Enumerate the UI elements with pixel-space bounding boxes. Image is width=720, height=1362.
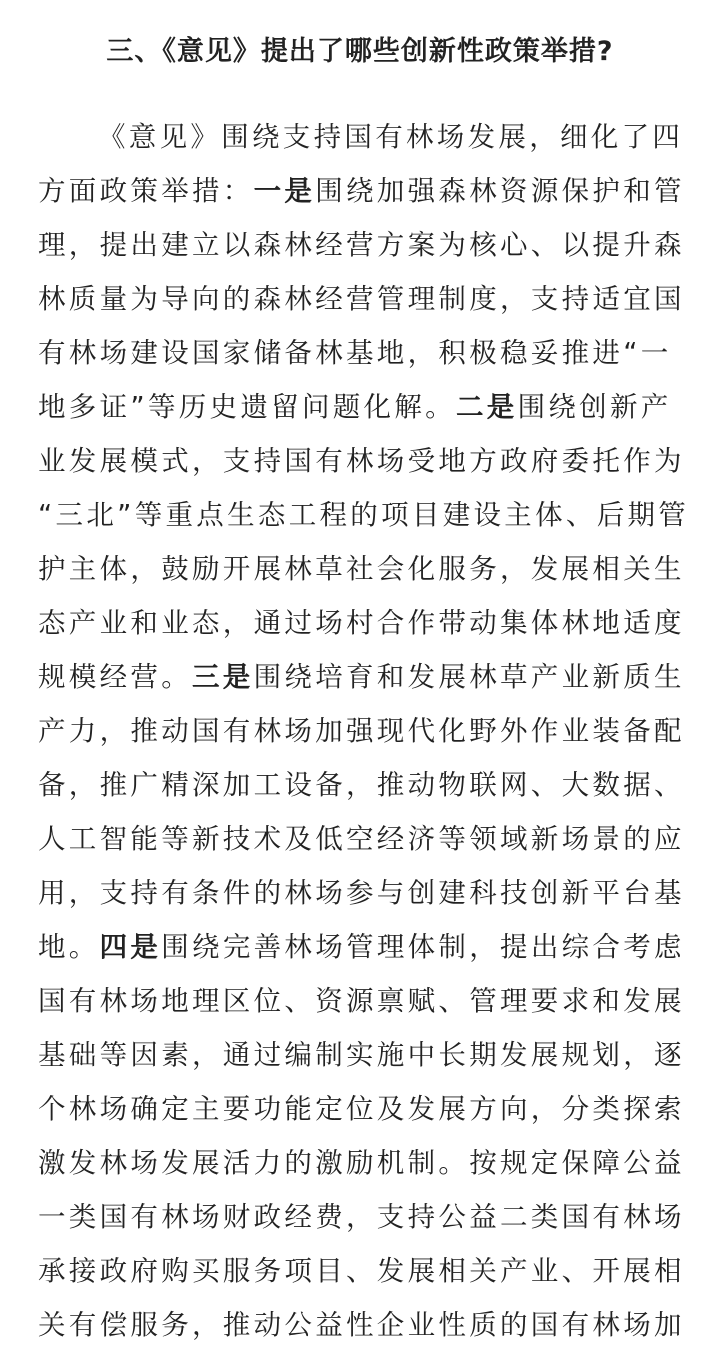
text-segment: 用，支持有条件的林场参与创建科技创新平台基 [38, 877, 685, 909]
text-segment: 业发展模式，支持国有林场受地方政府委托作为 [38, 445, 685, 477]
text-line [38, 326, 686, 380]
text-line [38, 434, 686, 488]
text-segment: 人工智能等新技术及低空经济等领域新场景的应 [38, 823, 685, 855]
text-segment: 关有偿服务，推动公益性企业性质的国有林场加 [38, 1309, 685, 1341]
keyword-marker: 二是 [455, 391, 518, 423]
text-segment: 围绕完善林场管理体制，提出综合考虑 [161, 931, 685, 963]
text-line [38, 596, 686, 650]
text-line [38, 704, 686, 758]
text-segment: 理，提出建立以森林经营方案为核心、以提升森 [38, 229, 685, 261]
text-line [38, 1136, 686, 1190]
text-segment: 有林场建设国家储备林基地，积极稳妥推进“一 [38, 337, 672, 369]
text-line [38, 974, 686, 1028]
text-line [38, 650, 686, 704]
text-segment: 备，推广精深加工设备，推动物联网、大数据、 [38, 769, 685, 801]
text-segment: 规模经营。 [38, 661, 192, 693]
text-line [38, 542, 686, 596]
text-line [38, 1082, 686, 1136]
text-segment: 《意见》围绕支持国有林场发展，细化了四 [98, 121, 684, 153]
text-segment: 一类国有林场财政经费，支持公益二类国有林场 [38, 1201, 685, 1233]
text-segment: 围绕培育和发展林草产业新质生 [253, 661, 685, 693]
text-segment: 方面政策举措： [38, 175, 254, 207]
text-segment: 产力，推动国有林场加强现代化野外作业装备配 [38, 715, 685, 747]
text-segment: 基础等因素，通过编制实施中长期发展规划，逐 [38, 1039, 685, 1071]
text-segment: 围绕创新产 [517, 391, 672, 423]
text-segment: 地。 [38, 931, 100, 963]
text-segment: 林质量为导向的森林经营管理制度，支持适宜国 [38, 283, 685, 315]
text-line [38, 1244, 686, 1298]
text-line [38, 866, 686, 920]
keyword-marker: 四是 [99, 931, 162, 963]
text-line [38, 380, 686, 434]
text-line [38, 164, 686, 218]
text-segment: 围绕加强森林资源保护和管 [315, 175, 685, 207]
text-line [38, 110, 686, 164]
keyword-marker: 一是 [253, 175, 316, 207]
text-segment: 承接政府购买服务项目、发展相关产业、开展相 [38, 1255, 685, 1287]
keyword-marker: 三是 [192, 661, 254, 693]
text-segment: 个林场确定主要功能定位及发展方向，分类探索 [38, 1093, 685, 1125]
text-segment: “三北”等重点生态工程的项目建设主体、后期管 [38, 499, 690, 531]
text-segment: 国有林场地理区位、资源禀赋、管理要求和发展 [38, 985, 685, 1017]
text-line [38, 920, 686, 974]
text-line [38, 272, 686, 326]
text-line [38, 1298, 686, 1352]
text-line [38, 1190, 686, 1244]
section-heading: 三、《意见》提出了哪些创新性政策举措? [106, 36, 614, 67]
text-line [38, 812, 686, 866]
text-line [38, 758, 686, 812]
text-line [38, 1028, 686, 1082]
text-line [38, 488, 690, 542]
text-segment: 态产业和业态，通过场村合作带动集体林地适度 [38, 607, 685, 639]
text-segment: 护主体，鼓励开展林草社会化服务，发展相关生 [38, 553, 685, 585]
text-segment: 激发林场发展活力的激励机制。按规定保障公益 [38, 1147, 685, 1179]
text-line [38, 218, 686, 272]
text-segment: 地多证”等历史遗留问题化解。 [38, 391, 456, 423]
article-paragraph [38, 110, 690, 1352]
